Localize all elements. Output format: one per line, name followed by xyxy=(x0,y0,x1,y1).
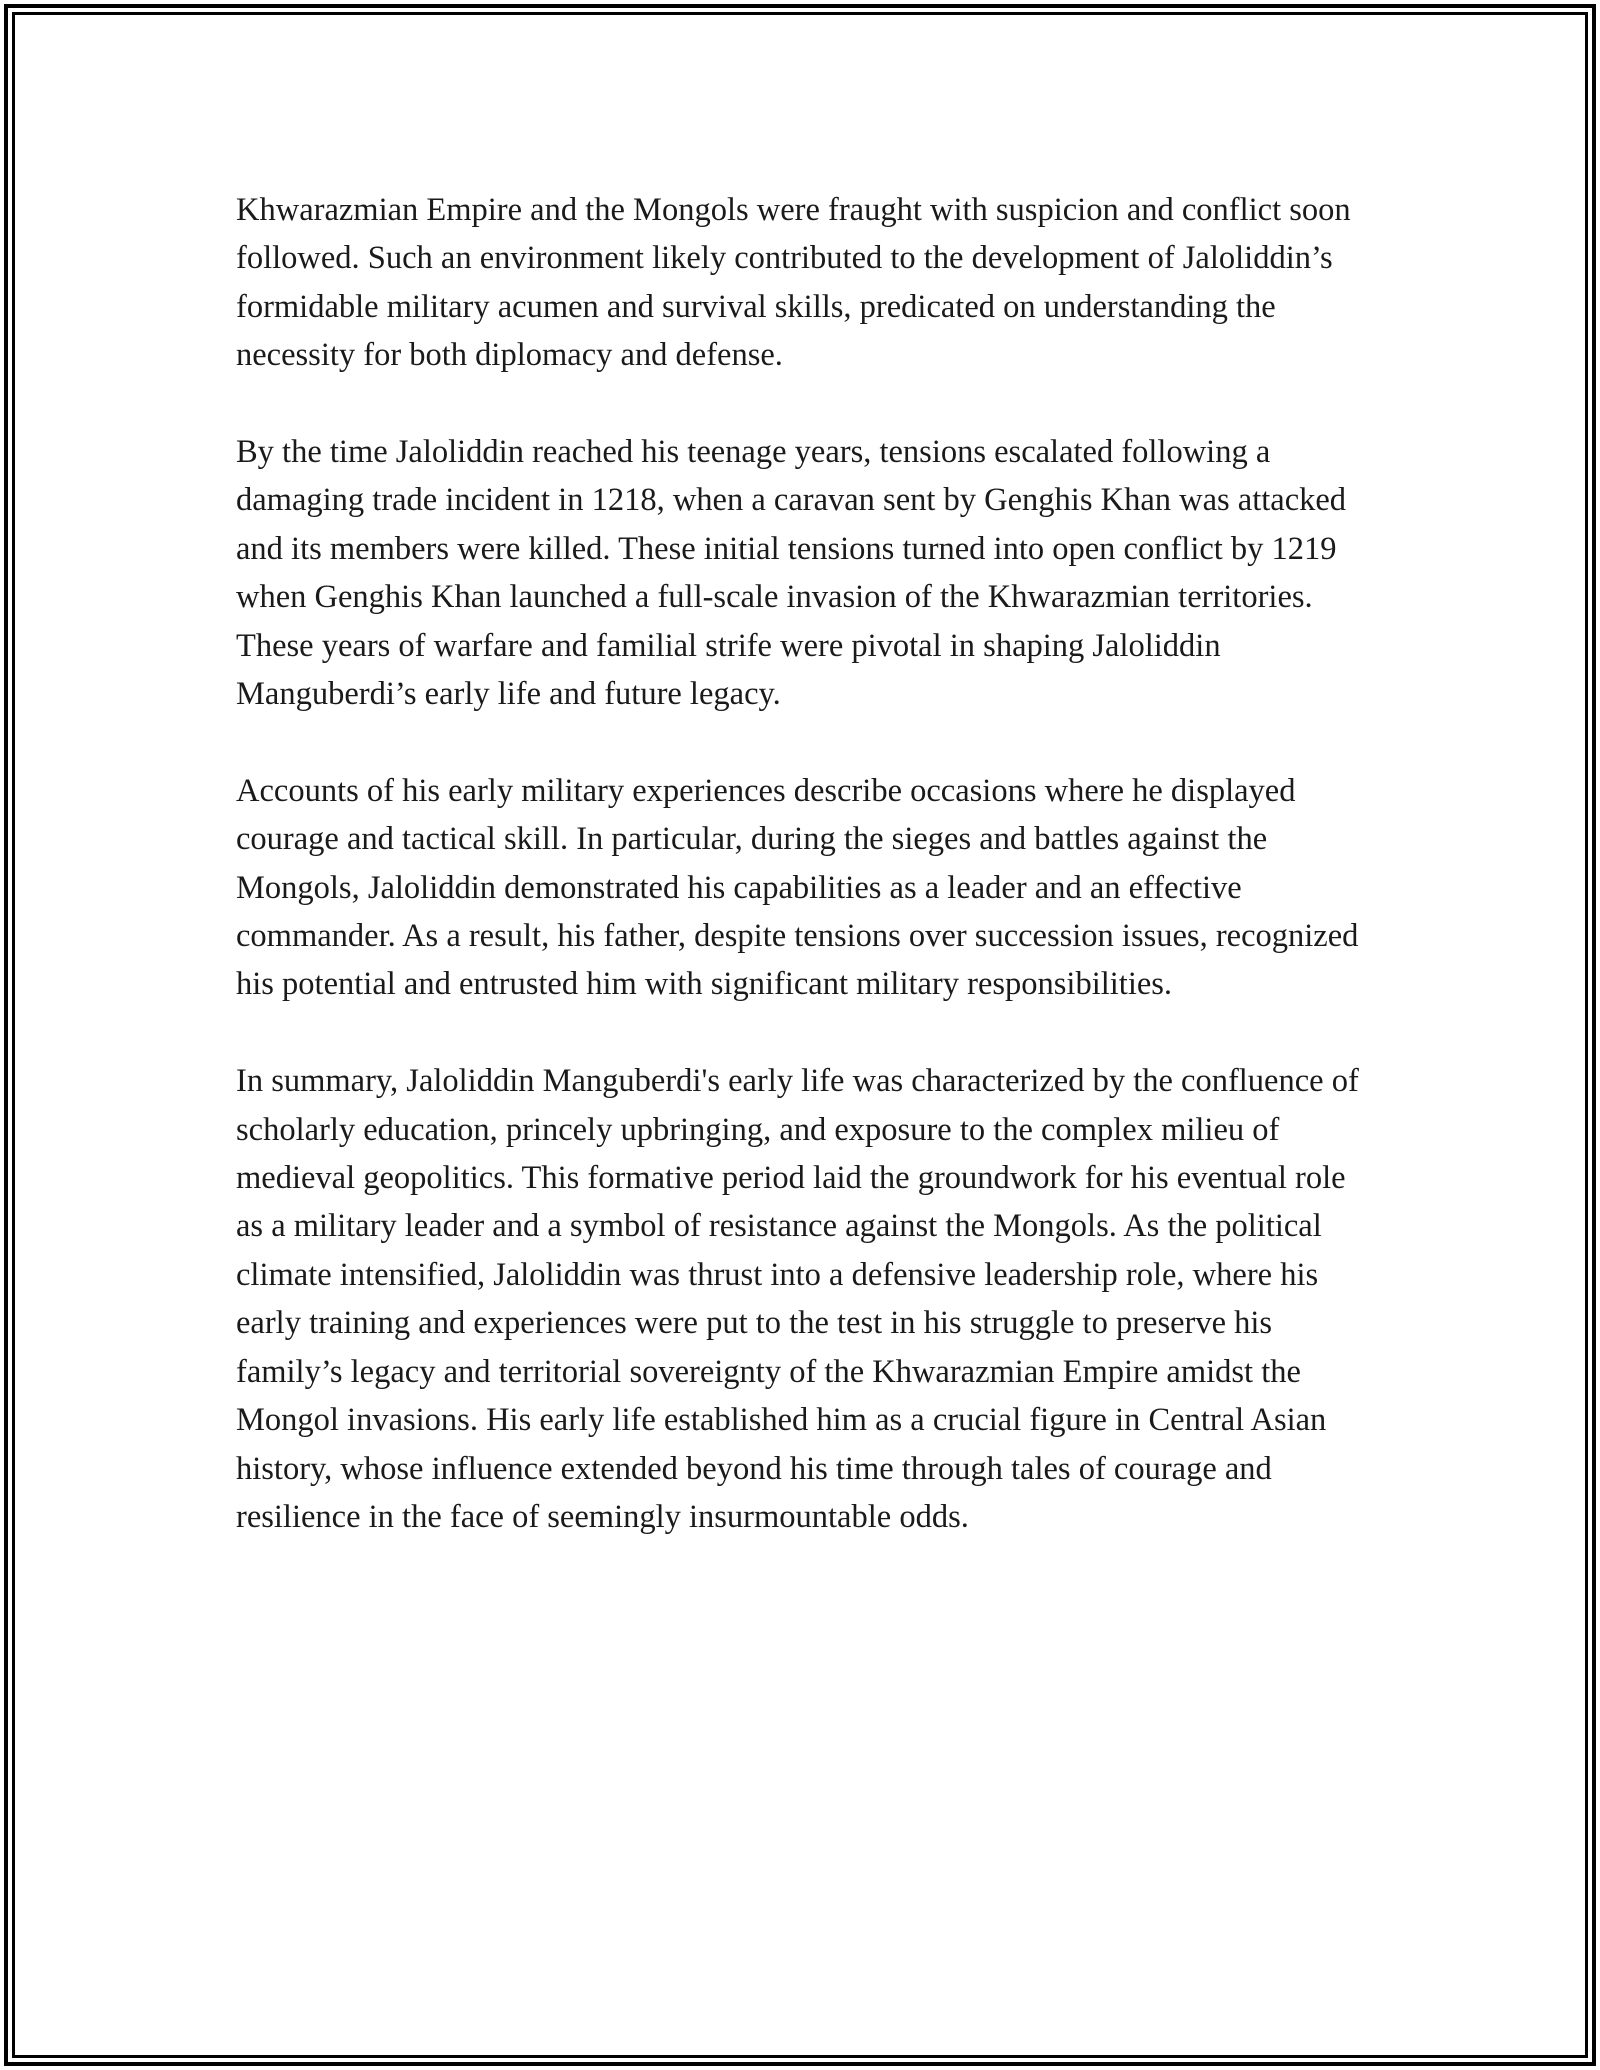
paragraph-3: Accounts of his early military experiences describe occasions where he displayed courage and tactical skill. In particular, during the sieges and battles against the Mongols, Jaloliddin demonstrated his capabilities as a leader and an effective commander. As a result, his father, despite tensions over succession issues, recognized his potential and entrusted him with significant military responsibilities. xyxy=(236,772,1359,1003)
paragraph-4: In summary, Jaloliddin Manguberdi's early life was characterized by the confluence of scholarly education, princely upbringing, and exposure to the complex milieu of medieval geopolitics. This formative period laid the groundwork for his eventual role as a military leader and a symbol of resistance against the Mongols. As the political climate intensified, Jaloliddin was thrust into a defensive leadership role, where his early training and experiences were put to the test in his struggle to preserve his family’s legacy and territorial sovereignty of the Khwarazmian Empire amidst the Mongol invasions. His early life established him as a crucial figure in Central Asian history, whose influence extended beyond his time through tales of courage and resilience in the face of seemingly insurmountable odds. xyxy=(236,1063,1359,1535)
paragraph-1: Khwarazmian Empire and the Mongols were fraught with suspicion and conflict soon followed. Such an environment likely contributed to the development of Jaloliddin’s formidable military acumen and survival skills, predicated on understanding the necessity for both diplomacy and defense. xyxy=(236,192,1351,374)
paragraph-2: By the time Jaloliddin reached his teenage years, tensions escalated following a damaging trade incident in 1218, when a caravan sent by Genghis Khan was attacked and its members were killed. These initial tensions turned into open conflict by 1219 when Genghis Khan launched a full-scale invasion of the Khwarazmian territories. These years of warfare and familial strife were pivotal in shaping Jaloliddin Manguberdi’s early life and future legacy. xyxy=(236,434,1347,713)
document-body xyxy=(236,186,1360,1541)
